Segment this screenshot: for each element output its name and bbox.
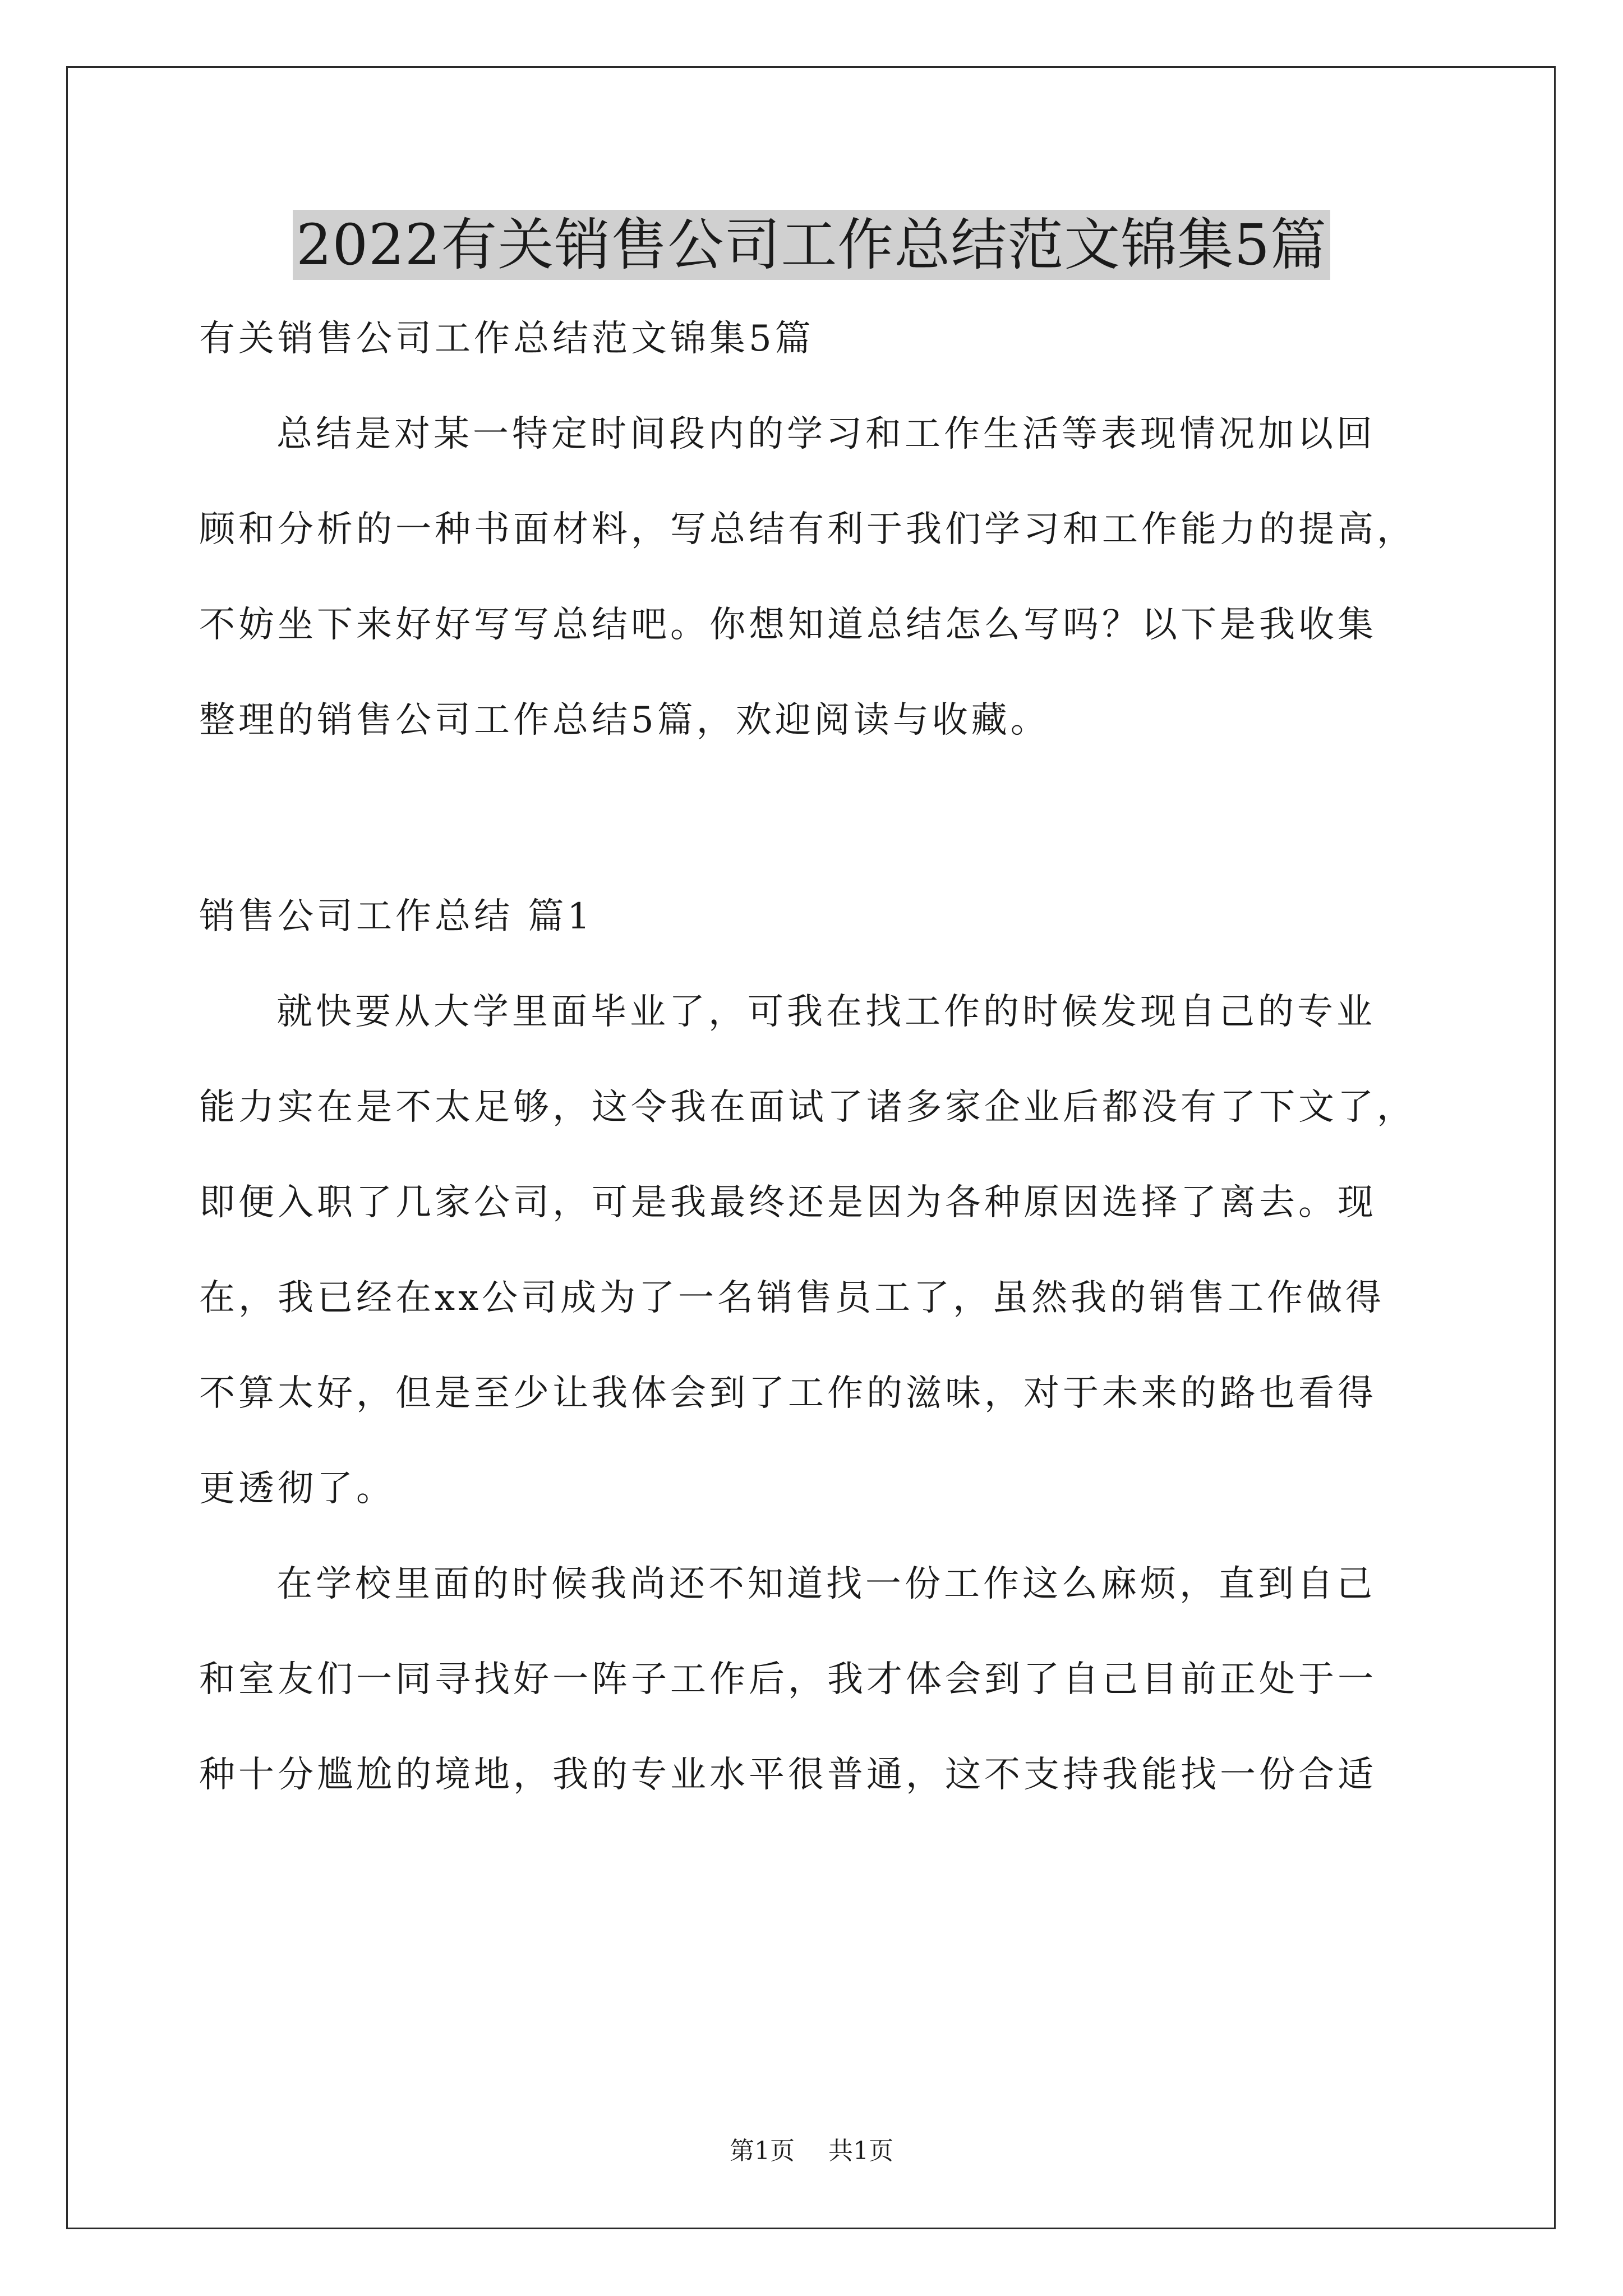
page-number: 第1页 [730, 2137, 795, 2165]
page-footer [0, 2136, 1623, 2166]
intro-line: 整理的销售公司工作总结5篇，欢迎阅读与收藏。 [199, 700, 1050, 741]
intro-paragraph [199, 413, 1438, 794]
section-paragraph-2 [199, 1563, 1438, 1849]
paragraph-line: 不算太好，但是至少让我体会到了工作的滋味，对于未来的路也看得 [199, 1373, 1377, 1414]
paragraph-line: 在学校里面的时候我尚还不知道找一份工作这么麻烦，直到自己 [276, 1563, 1376, 1605]
paragraph-line: 和室友们一同寻找好一阵子工作后，我才体会到了自己目前正处于一 [199, 1659, 1377, 1700]
paragraph-line: 种十分尴尬的境地，我的专业水平很普通，这不支持我能找一份合适 [199, 1754, 1377, 1796]
section-heading: 销售公司工作总结 篇1 [199, 896, 594, 937]
paragraph-line: 能力实在是不太足够，这令我在面试了诸多家企业后都没有了下文了， [199, 1087, 1416, 1128]
paragraph-line: 就快要从大学里面毕业了，可我在找工作的时候发现自己的专业 [276, 991, 1376, 1033]
intro-line: 不妨坐下来好好写写总结吧。你想知道总结怎么写吗？以下是我收集 [199, 604, 1377, 646]
paragraph-line: 即便入职了几家公司，可是我最终还是因为各种原因选择了离去。现 [199, 1182, 1377, 1223]
document-title [0, 209, 1623, 282]
intro-line: 顾和分析的一种书面材料，写总结有利于我们学习和工作能力的提高， [199, 509, 1416, 550]
page-total: 共1页 [828, 2137, 893, 2165]
paragraph-line: 更透彻了。 [199, 1468, 395, 1510]
document-body [199, 318, 1438, 1849]
intro-line: 总结是对某一特定时间段内的学习和工作生活等表现情况加以回 [276, 413, 1376, 455]
spacer [199, 794, 1438, 895]
document-title-text: 2022有关销售公司工作总结范文锦集5篇 [293, 210, 1330, 280]
document-subtitle: 有关销售公司工作总结范文锦集5篇 [199, 318, 814, 360]
paragraph-line: 在，我已经在xx公司成为了一名销售员工了，虽然我的销售工作做得 [199, 1277, 1385, 1319]
section-paragraph-1 [199, 991, 1438, 1563]
